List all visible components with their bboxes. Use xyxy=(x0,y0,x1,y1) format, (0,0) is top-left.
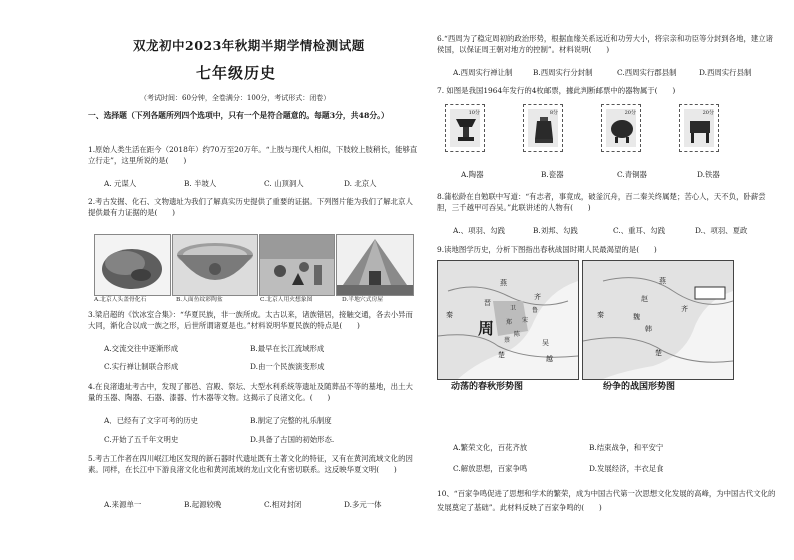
q4-option-a: A．已经有了文字可考的历史 xyxy=(104,416,199,425)
question-6-stem: 6.“西周为了稳定周初的政治形势，根据血缘关系远近和功劳大小，将宗亲和功臣等分封到各地，建立诸侯国，以保证周王朝对地方的控制”。材料说明( ) xyxy=(437,34,774,55)
question-8-stem: 8.蒲松龄在自勉联中写道：“有志者，事竟成，破釜沉舟，百二秦关终属楚；苦心人，天不负，卧薪尝胆，三千越甲可吞吴。”此联讲述的人物有( ) xyxy=(437,192,766,213)
map-label-zhao: 赵 xyxy=(641,295,648,303)
q7-option-c: C.青铜器 xyxy=(617,170,647,179)
skull-fossil-image xyxy=(94,234,171,296)
q9-option-a: A.繁荣文化，百花齐放 xyxy=(453,443,528,452)
map-label-qin-ws: 秦 xyxy=(597,311,604,319)
q5-option-c: C.相对封闭 xyxy=(264,500,302,509)
map-label-wu: 吴 xyxy=(542,339,549,347)
q8-option-b: B.刘邦、勾践 xyxy=(533,226,578,235)
exam-subtitle: 七年级历史 xyxy=(196,64,277,82)
q9-option-b: B.结束战争，和平安宁 xyxy=(589,443,664,452)
question-7-stem: 7. 如图是我国1964年发行的4枚邮票，據此判断邮票中的器物属于( ) xyxy=(437,86,676,95)
q3-option-b: B.最早在长江流域形成 xyxy=(250,344,325,353)
map-label-chu-ws: 楚 xyxy=(655,349,662,357)
section-heading: 一、选择题（下列各题所列四个选项中，只有一个是符合题意的。每题3分，共48分。） xyxy=(88,111,389,120)
q5-option-d: D.多元一体 xyxy=(344,500,382,509)
q6-option-d: D.西周实行县制 xyxy=(699,68,752,77)
map-caption-right: 纷争的战国形势图 xyxy=(603,382,676,392)
q4-option-b: B.制定了完整的礼乐制度 xyxy=(250,416,332,425)
q5-option-a: A.来源单一 xyxy=(104,500,142,509)
q4-option-d: D.具备了古国的初始形态. xyxy=(250,435,335,444)
q9-option-d: D.发展经济，丰衣足食 xyxy=(589,464,664,473)
map-label-qi-ws: 齐 xyxy=(681,305,688,313)
semi-pit-house-image xyxy=(336,234,414,296)
question-3-stem: 3.梁启超的《饮冰室合集》：“华夏民族，非一族所成。太古以来，诸族错居，接触交通，各去小异而大同，渐化合以成一族之形，后世所谓诸夏是也。”材料说明华夏民族的特点是( ) xyxy=(88,310,413,331)
question-1-stem: 1.原始人类生活在距今（2018年）约70万至20万年。“上肢与现代人相似，下肢较上肢稍长，能够直立行走”，这里所说的是( ) xyxy=(88,145,418,166)
map-label-yan-ws: 燕 xyxy=(659,277,666,285)
stamp-3 xyxy=(601,104,641,152)
q7-option-b: B.瓷器 xyxy=(541,170,564,179)
question-5-stem: 5.考古工作者在四川岷江地区发现的新石器时代遗址既有土著文化的特征，又有在黄河流域文化的因素。同样，在长江中下游良渚文化也和黄河流域的龙山文化有密切联系。这反映华夏文明( ) xyxy=(88,454,413,475)
question-10-stem: 10、“百家争鸣促进了思想和学术的繁荣，成为中国古代第一次思想文化发展的高峰，为中国古代文化的发展奠定了基础”。此材料反映了百家争鸣的( ) xyxy=(437,489,776,513)
question-2-stem: 2.考古发掘、化石、文物遗址为我们了解真实历史提供了重要的证据。下列图片能为我们了解北京人提供最有力证据的是( ) xyxy=(88,197,413,218)
q7-option-d: D.铁器 xyxy=(697,170,720,179)
map-label-song: 宋 xyxy=(522,317,529,324)
q8-option-a: A.、项羽、勾践 xyxy=(453,226,506,235)
map-label-lu: 鲁 xyxy=(532,307,539,314)
question-4-stem: 4.在良渚遗址考古中，发现了都邑、宫殿、祭坛、大型水利系统等遗址及随葬品不等的墓地，出土大量的玉器、陶器、石器、漆器、竹木器等文物。这揭示了良渚文化。( ) xyxy=(88,382,413,403)
map-caption-left: 动荡的春秋形势图 xyxy=(451,382,524,392)
q3-option-a: A.交流交往中逐渐形成 xyxy=(104,344,179,353)
q8-option-d: D.、项羽、夏政 xyxy=(695,226,748,235)
map-label-chu: 楚 xyxy=(498,351,505,359)
stamp-3-value: 20分 xyxy=(624,110,636,116)
stamp-1-value: 10分 xyxy=(468,110,480,116)
stamp-2-value: 8分 xyxy=(549,110,558,116)
q8-option-c: C.、重耳、勾践 xyxy=(613,226,666,235)
q7-option-a: A.陶器 xyxy=(461,170,484,179)
caption-c: C.北京人用火想象图 xyxy=(260,297,313,303)
stamp-4 xyxy=(679,104,719,152)
map-label-wei: 卫 xyxy=(510,305,517,312)
map-label-qi: 齐 xyxy=(534,293,541,301)
caption-a: A.北京人头盖骨化石 xyxy=(94,297,147,303)
q3-option-c: C.实行禅让制联合形成 xyxy=(104,362,179,371)
stamp-4-value: 20分 xyxy=(702,110,714,116)
map-label-yan: 燕 xyxy=(500,279,507,287)
q1-option-a: A. 元谋人 xyxy=(104,179,137,188)
map-label-han: 韩 xyxy=(645,325,652,333)
q4-option-c: C.开始了五千年文明史 xyxy=(104,435,179,444)
map-label-zhou: 周 xyxy=(478,319,495,338)
map-label-qin: 秦 xyxy=(446,311,453,319)
q6-option-a: A.西周实行禅让制 xyxy=(453,68,513,77)
q5-option-b: B.起源较晚 xyxy=(184,500,222,509)
map-label-wei-ws: 魏 xyxy=(633,313,640,321)
painted-pottery-basin-image xyxy=(172,234,258,296)
q9-option-c: C.解放思想，百家争鸣 xyxy=(453,464,528,473)
map-label-yue: 越 xyxy=(546,355,553,363)
q3-option-d: D.由一个民族演变形成 xyxy=(250,362,325,371)
map-label-jin: 晋 xyxy=(484,299,491,307)
map-label-cai: 蔡 xyxy=(504,337,511,344)
exam-info: （考试时间：60分钟，全卷满分：100分，考试形式：闭卷） xyxy=(140,94,331,102)
fire-use-scene-image xyxy=(259,234,335,296)
spring-autumn-map xyxy=(437,260,579,380)
q1-option-c: C. 山顶洞人 xyxy=(264,179,304,188)
caption-d: D.半地穴式房屋 xyxy=(342,297,384,303)
q6-option-b: B.西周实行分封制 xyxy=(533,68,593,77)
stamp-1 xyxy=(445,104,485,152)
warring-states-map xyxy=(582,260,734,380)
exam-title: 双龙初中2023年秋期半期学情检测试题 xyxy=(133,38,365,53)
q1-option-b: B. 半坡人 xyxy=(184,179,217,188)
q1-option-d: D. 北京人 xyxy=(344,179,377,188)
map-label-zheng: 郑 xyxy=(506,319,513,326)
map-label-chen: 陈 xyxy=(514,331,521,338)
stamp-2 xyxy=(523,104,563,152)
question-9-stem: 9.读地图学历史，分析下图指出春秋战国时期人民最渴望的是( ) xyxy=(437,245,657,254)
caption-b: B.人面鱼纹彩陶盆 xyxy=(176,297,223,303)
q6-option-c: C.西周实行郡县制 xyxy=(617,68,677,77)
